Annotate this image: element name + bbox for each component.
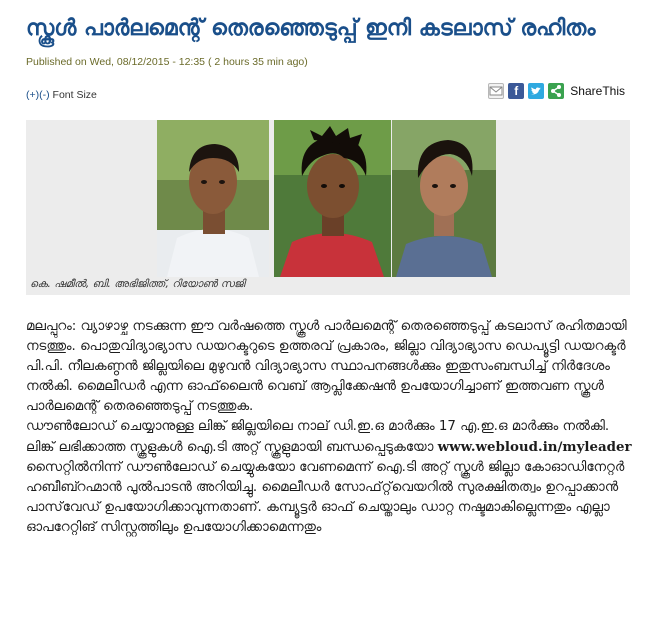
paragraph-text: സൈറ്റിൽനിന്ന് ഡൗൺലോഡ് ചെയ്യുകയോ വേണമെന്ന് ഐ.ടി അറ്റ് സ്കൂൾ ജില്ലാ കോഓഡിനേറ്റർ ഹബീബ്റഹ്മാൻ പുൽപാടൻ അറിയിച്ചു. മൈലീഡർ സോഫ്‌റ്റ്‌വെയറിൽ സുരക്ഷിതത്വം ഉറപ്പാക്കാൻ പാസ്‌വേഡ് ഉപയോഗിക്കാവുന്നതാണ്. കമ്പ്യൂട്ടർ ഓഫ് ചെയ്താലും ഡാറ്റ നഷ്ടമാകില്ലെന്നതും എല്ലാ ഓപറേറ്റിങ് സിസ്റ്റത്തിലും ഉപയോഗിക്കാമെന്നതും <box>26 460 625 535</box>
sharethis-icon[interactable] <box>548 83 564 99</box>
article-headline: സ്കൂൾ പാർലമെന്റ് തെരഞ്ഞെടുപ്പ് ഇനി കടലാസ് രഹിതം <box>26 16 596 41</box>
font-size-control <box>26 89 97 101</box>
photo-figure <box>26 120 630 295</box>
leader-url-link[interactable]: www.webloud.in/myleader <box>437 439 632 455</box>
twitter-icon[interactable] <box>528 83 544 99</box>
share-toolbar <box>488 83 625 99</box>
portrait-photo <box>392 120 496 277</box>
font-size-label: Font Size <box>52 89 97 101</box>
portrait-photo <box>157 120 269 277</box>
font-increase-button[interactable]: (+) <box>26 89 40 101</box>
sharethis-link[interactable]: ShareThis <box>570 84 625 98</box>
email-icon[interactable] <box>488 83 504 99</box>
article-body <box>26 317 636 538</box>
font-decrease-button[interactable]: (-) <box>39 89 50 101</box>
paragraph-text: ഡൗൺലോഡ് ചെയ്യാനുള്ള ലിങ്ക് ജില്ലയിലെ നാല് ഡി.ഇ.ഒ മാർക്കും 17 എ.ഇ.ഒ മാർക്കും നൽകി. ലിങ്ക് ലഭിക്കാത്ത സ്കൂളുകൾ ഐ.ടി അറ്റ് സ്കൂളുമായി ബന്ധപ്പെടുകയോ <box>26 419 610 455</box>
article-paragraph: മലപ്പുറം: വ്യാഴാഴ്ച നടക്കുന്ന ഈ വർഷത്തെ സ്കൂൾ പാർലമെന്റ് തെരഞ്ഞെടുപ്പ് കടലാസ് രഹിതമായി നടത്തും. പൊതുവിദ്യാഭ്യാസ ഡയറക്ടറുടെ ഉത്തരവ് പ്രകാരം, ജില്ലാ വിദ്യാഭ്യാസ ഡെപ്യൂട്ടി ഡയറക്ടർ പി.പി. നീലകണ്ഠൻ ജില്ലയിലെ മുഴുവൻ വിദ്യാഭ്യാസ സ്ഥാപനങ്ങൾക്കും ഇതുസംബന്ധിച്ച് നിർദേശം നൽകി. മൈലീഡർ എന്ന ഓഫ്‌ലൈൻ വെബ് ആപ്ലിക്കേഷൻ ഉപയോഗിച്ചാണ് ഇത്തവണ സ്കൂൾ പാർലമെന്റ് തെരഞ്ഞെടുപ്പ് നടത്തുക. <box>26 319 627 414</box>
article-paragraph <box>26 417 636 538</box>
facebook-icon[interactable]: f <box>508 83 524 99</box>
portrait-photo <box>274 120 391 277</box>
photo-caption: കെ. ഷമീൽ, ബി. അഭിജിത്ത്, റിയോൺ സജി <box>30 278 245 290</box>
published-date: Published on Wed, 08/12/2015 - 12:35 ( 2 hours 35 min ago) <box>26 56 308 68</box>
